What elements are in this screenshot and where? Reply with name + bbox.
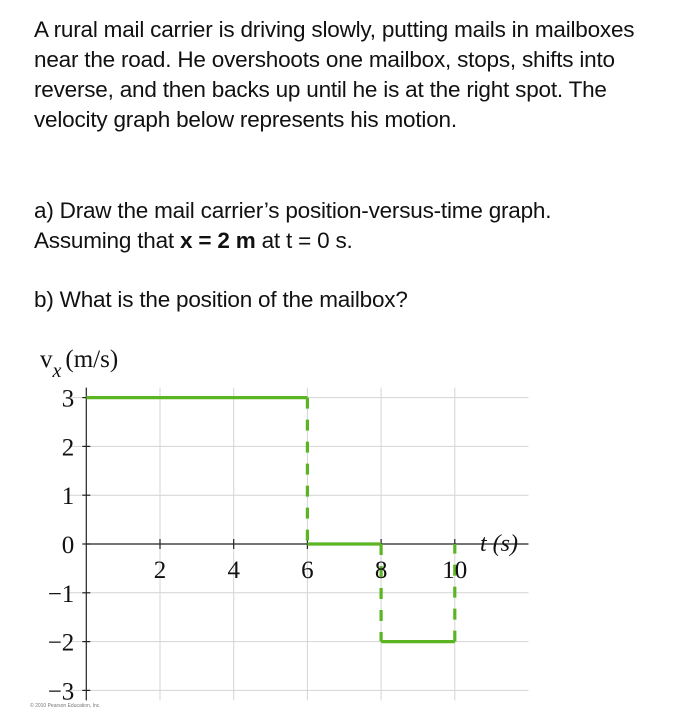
problem-intro: A rural mail carrier is driving slowly, putting mails in mailboxes near the road. He overshoots one mailbox, stops, shifts into reverse, and then backs up until he is at the right spot. The velocity graph below represents his motion.	[34, 17, 635, 132]
y-axis-label-symbol: v	[40, 346, 53, 373]
part-a-line1: a) Draw the mail carrier’s position-versus-time graph.	[34, 198, 552, 223]
y-axis-label-unit: (m/s)	[65, 346, 119, 373]
y-tick-label--1: −1	[47, 580, 75, 608]
velocity-graph	[0, 335, 694, 720]
y-tick-label-1: 1	[61, 483, 75, 511]
x-tick-label-4: 4	[227, 557, 240, 584]
x-axis-label: t (s)	[480, 531, 518, 557]
y-tick-label--2: −2	[47, 629, 75, 657]
x-tick-label-8: 8	[374, 557, 388, 584]
y-axis-label-subscript: x	[52, 360, 62, 382]
copyright-note: © 2010 Pearson Education, Inc.	[30, 703, 101, 709]
y-tick-label-2: 2	[61, 434, 75, 462]
y-tick-label--3: −3	[47, 678, 75, 706]
y-tick-label-0: 0	[61, 532, 75, 559]
x-tick-label-2: 2	[153, 557, 167, 584]
y-tick-label-3: 3	[61, 385, 75, 413]
x-tick-label-10: 10	[442, 557, 468, 584]
y-axis-label	[40, 346, 118, 382]
part-a	[34, 196, 674, 256]
tick-labels	[48, 386, 468, 706]
part-a-post: at t = 0 s.	[255, 228, 353, 253]
velocity-series	[86, 398, 455, 642]
part-a-condition: x = 2 m	[180, 228, 256, 253]
x-tick-label-6: 6	[301, 557, 314, 584]
part-b: b) What is the position of the mailbox?	[34, 287, 408, 312]
part-a-pre: Assuming that	[34, 228, 181, 253]
